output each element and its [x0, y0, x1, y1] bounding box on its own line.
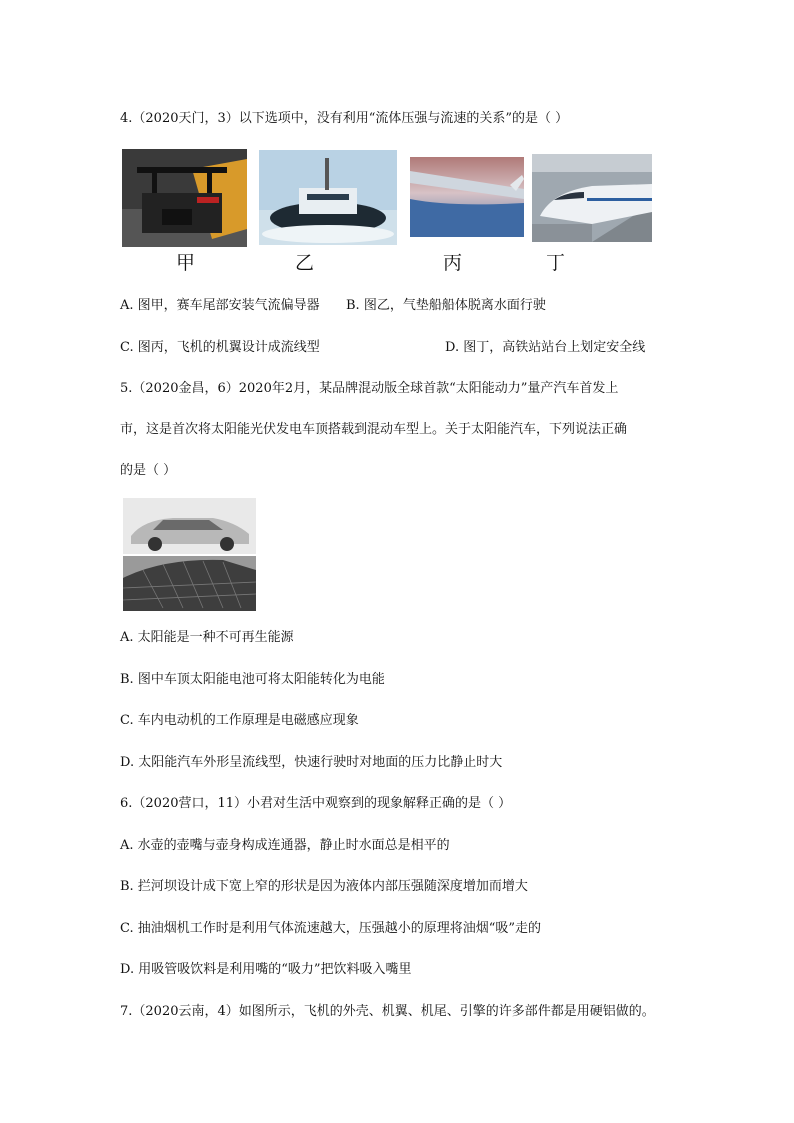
- q4-stem: 4.（2020天门，3）以下选项中，没有利用“流体压强与流速的关系”的是（ ）: [120, 111, 569, 126]
- caption-ding: 丁: [546, 252, 566, 274]
- q5-option-c: C. 车内电动机的工作原理是电磁感应现象: [120, 713, 359, 728]
- q4-option-d: D. 图丁，高铁站站台上划定安全线: [445, 340, 646, 355]
- q6-option-b: B. 拦河坝设计成下宽上窄的形状是因为液体内部压强随深度增加而增大: [120, 879, 528, 894]
- q4-option-c: C. 图丙，飞机的机翼设计成流线型: [120, 340, 320, 355]
- q4-option-b: B. 图乙，气垫船船体脱离水面行驶: [346, 298, 546, 313]
- caption-yi: 乙: [295, 252, 315, 274]
- race-car-image: [122, 149, 247, 247]
- q6-stem: 6.（2020营口，11）小君对生活中观察到的现象解释正确的是（ ）: [120, 796, 512, 811]
- q5-stem-line3: 的是（ ）: [120, 463, 177, 478]
- q5-option-a: A. 太阳能是一种不可再生能源: [120, 630, 294, 645]
- caption-jia: 甲: [176, 252, 196, 274]
- q6-option-a: A. 水壶的壶嘴与壶身构成连通器，静止时水面总是相平的: [120, 838, 450, 853]
- q6-option-c: C. 抽油烟机工作时是利用气体流速越大，压强越小的原理将油烟“吸”走的: [120, 921, 542, 936]
- solar-car-image: [123, 498, 256, 611]
- q5-stem-line1: 5.（2020金昌，6）2020年2月，某品牌混动版全球首款“太阳能动力”量产汽车首发上: [120, 381, 619, 396]
- q5-option-b: B. 图中车顶太阳能电池可将太阳能转化为电能: [120, 672, 385, 687]
- q5-option-d: D. 太阳能汽车外形呈流线型，快速行驶时对地面的压力比静止时大: [120, 755, 503, 770]
- q6-option-d: D. 用吸管吸饮料是利用嘴的“吸力”把饮料吸入嘴里: [120, 962, 412, 977]
- q4-option-a: A. 图甲，赛车尾部安装气流偏导器: [120, 298, 320, 313]
- caption-bing: 丙: [443, 252, 463, 274]
- q7-stem: 7.（2020云南，4）如图所示，飞机的外壳、机翼、机尾、引擎的许多部件都是用硬铝做的。: [120, 1004, 655, 1019]
- airplane-wing-image: [410, 157, 524, 237]
- q5-stem-line2: 市，这是首次将太阳能光伏发电车顶搭载到混动车型上。关于太阳能汽车，下列说法正确: [120, 422, 628, 437]
- hovercraft-image: [259, 150, 397, 245]
- high-speed-train-image: [532, 154, 652, 242]
